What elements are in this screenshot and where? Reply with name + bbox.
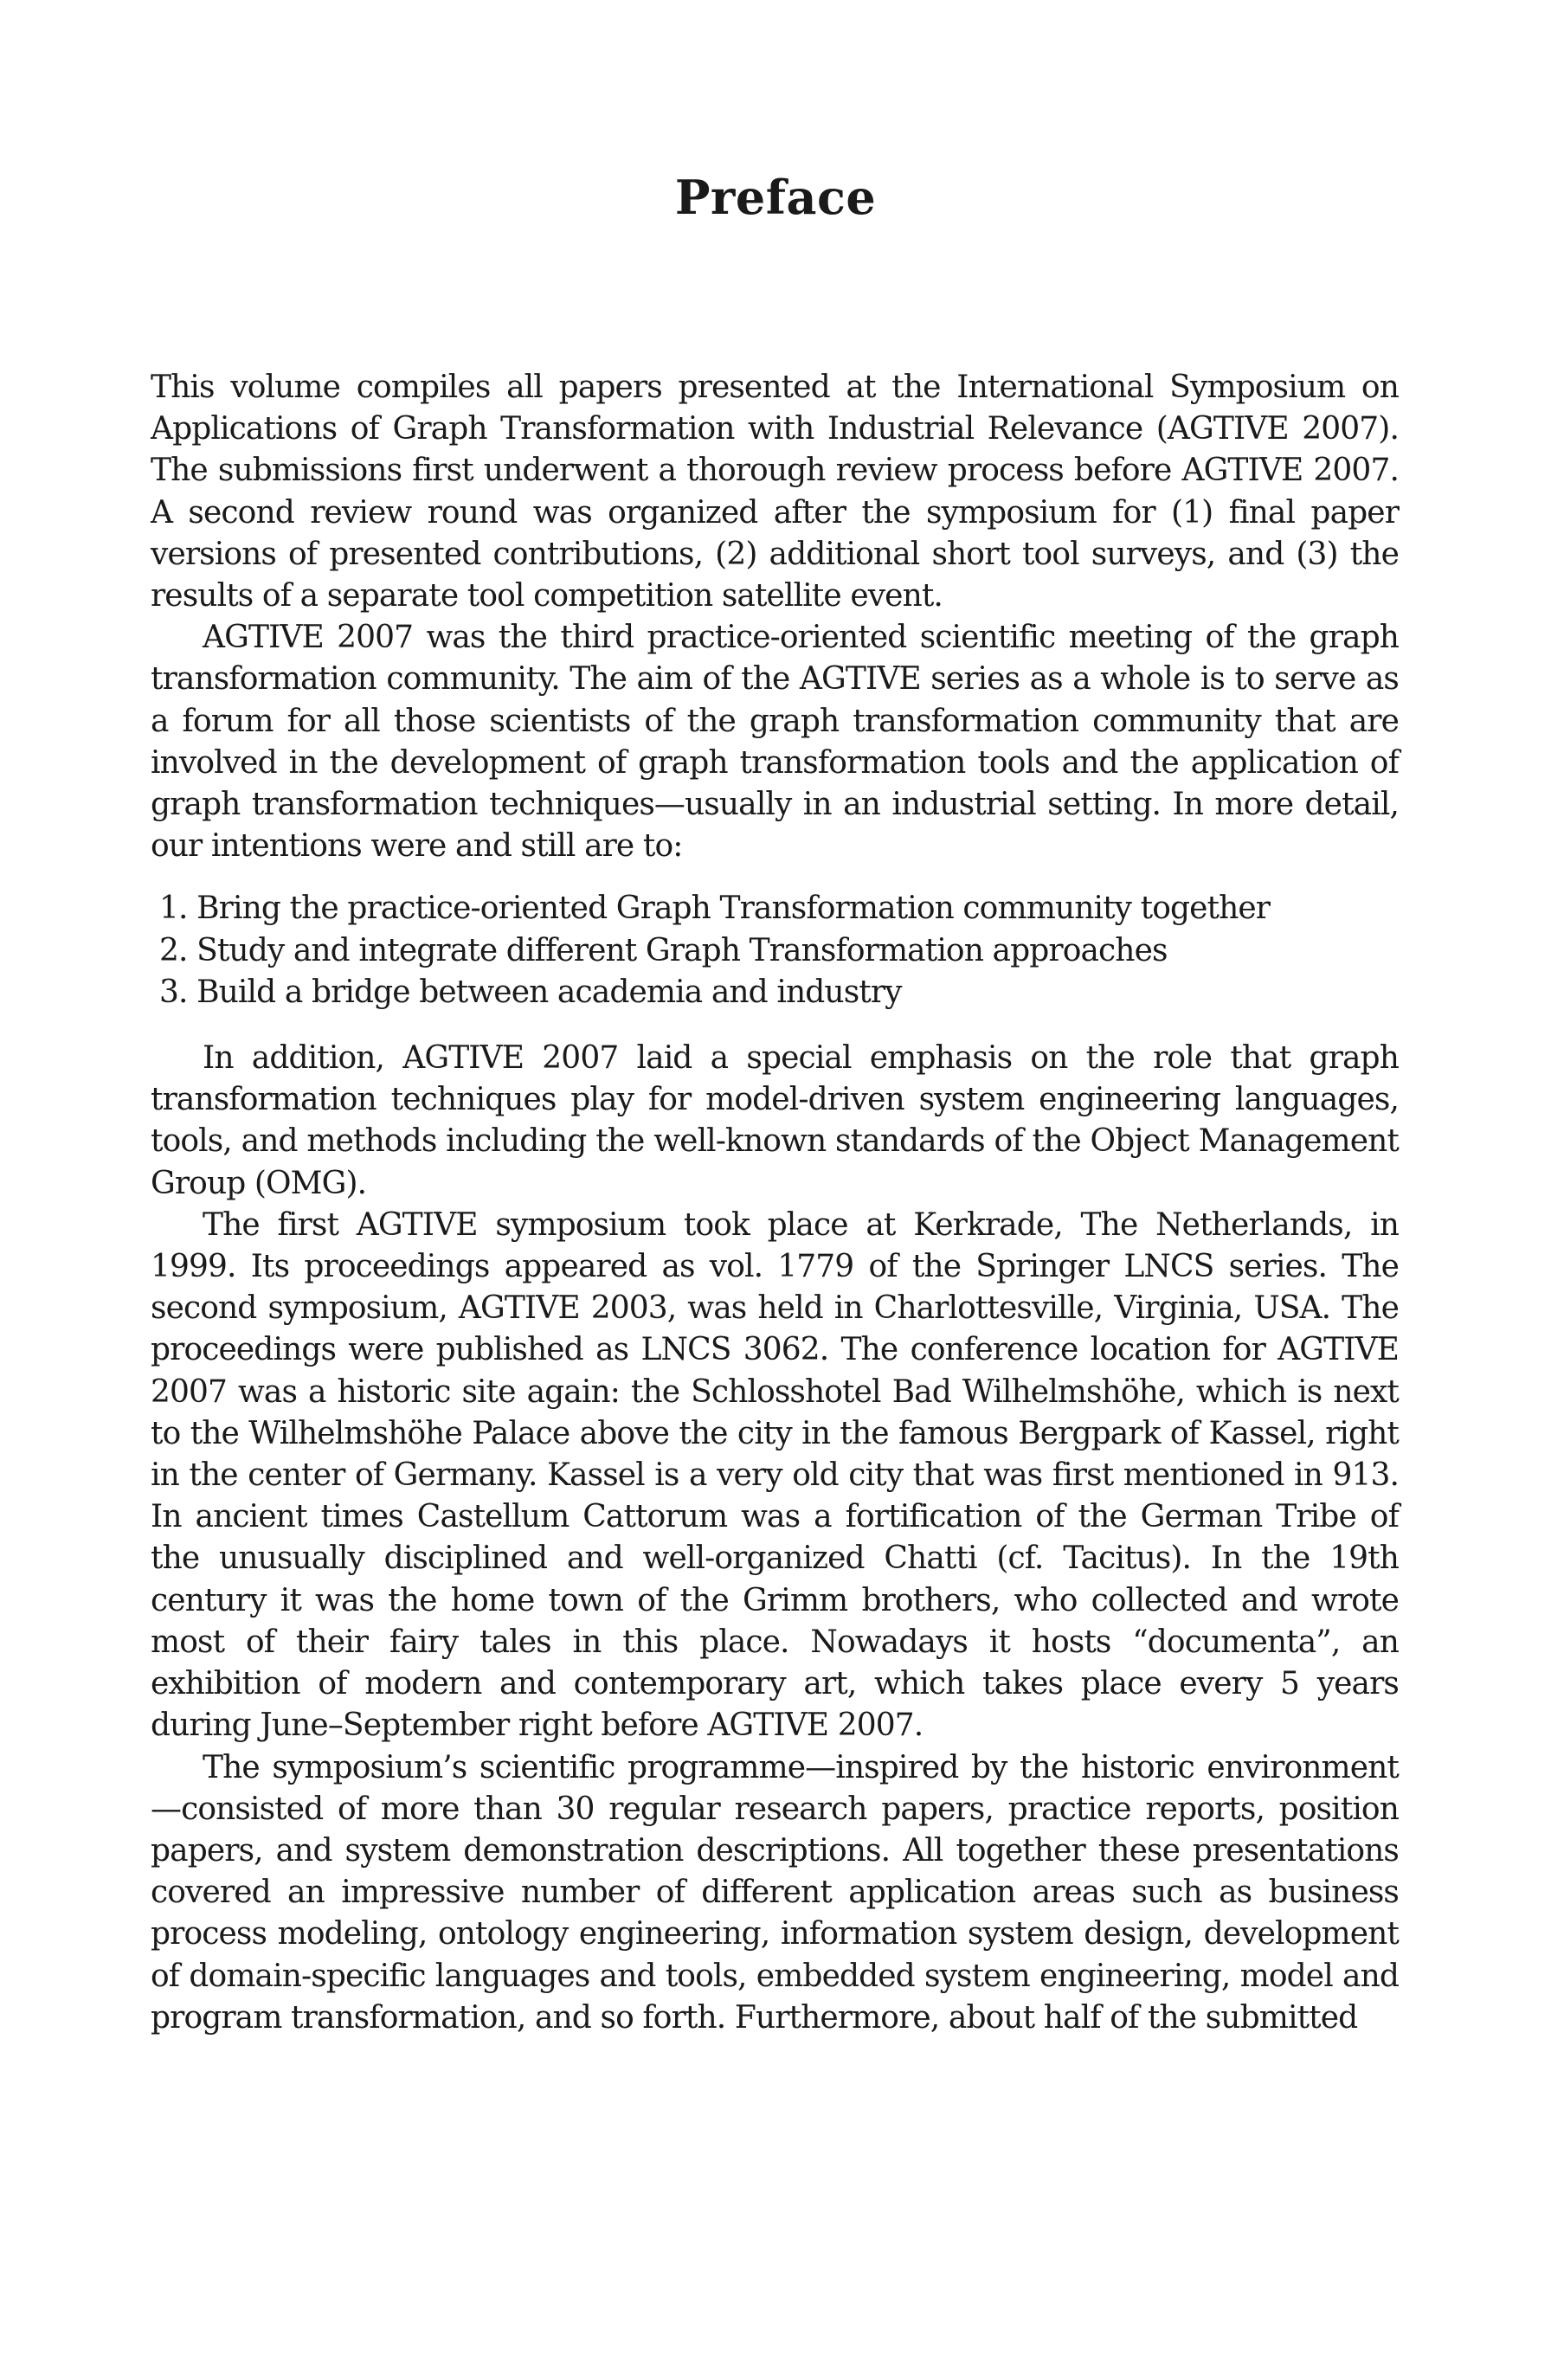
list-item: 1. Bring the practice-oriented Graph Transformation community together <box>159 891 1271 927</box>
paragraph-intro: This volume compiles all papers presented at the International Symposium on Applications of Graph Transformation with Industrial Relevance (AGTIVE 2007). The submissions first underwent a thorough review process before AGTIVE 2007. A second review round was organized after the symposium for (1) final paper versions of presented contributions, (2) additional short tool surveys, and (3) the results of a separate tool competition satellite event. <box>151 370 1399 614</box>
page-title: Preface <box>674 170 877 225</box>
paragraph-programme: The symposium’s scientific programme—inspired by the historic environment —consisted of more than 30 regular research papers, practice reports, position papers, and system demonstration descriptions. All together these presentations covered an impressive number of different application areas such as business process modeling, ontology engineering, information system design, development of domain-specific languages and tools, embedded system engineering, model and program transformation, and so forth. Furthermore, about half of the submitted <box>151 1749 1399 2036</box>
body-text <box>151 367 1399 2039</box>
list-item: 2. Study and integrate different Graph Transformation approaches <box>159 932 1168 968</box>
paragraph-aims: AGTIVE 2007 was the third practice-oriented scientific meeting of the graph transformation community. The aim of the AGTIVE series as a whole is to serve as a forum for all those scientists of the graph transformation community that are involved in the development of graph transformation tools and the application of graph transformation techniques—usually in an industrial setting. In more detail, our intentions were and still are to: <box>151 620 1399 865</box>
list-item: 3. Build a bridge between academia and industry <box>159 974 902 1010</box>
intentions-list <box>151 888 1399 1013</box>
paragraph-emphasis: In addition, AGTIVE 2007 laid a special emphasis on the role that graph transformation techniques play for model-driven system engineering languages, tools, and methods including the well-known standards of the Object Management Group (OMG). <box>151 1040 1399 1201</box>
paragraph-history: The first AGTIVE symposium took place at Kerkrade, The Netherlands, in 1999. Its proceedings appeared as vol. 1779 of the Springer LNCS series. The second symposium, AGTIVE 2003, was held in Charlottesville, Virginia, USA. The proceedings were published as LNCS 3062. The conference location for AGTIVE 2007 was a historic site again: the Schlosshotel Bad Wilhelmshöhe, which is next to the Wilhelmshöhe Palace above the city in the famous Bergpark of Kassel, right in the center of Germany. Kassel is a very old city that was first mentioned in 913. In ancient times Castellum Cattorum was a fortification of the German Tribe of the unusually disciplined and well-organized Chatti (cf. Tacitus). In the 19th century it was the home town of the Grimm brothers, who collected and wrote most of their fairy tales in this place. Nowadays it hosts “documenta”, an exhibition of modern and contemporary art, which takes place every 5 years during June–September right before AGTIVE 2007. <box>151 1206 1399 1744</box>
